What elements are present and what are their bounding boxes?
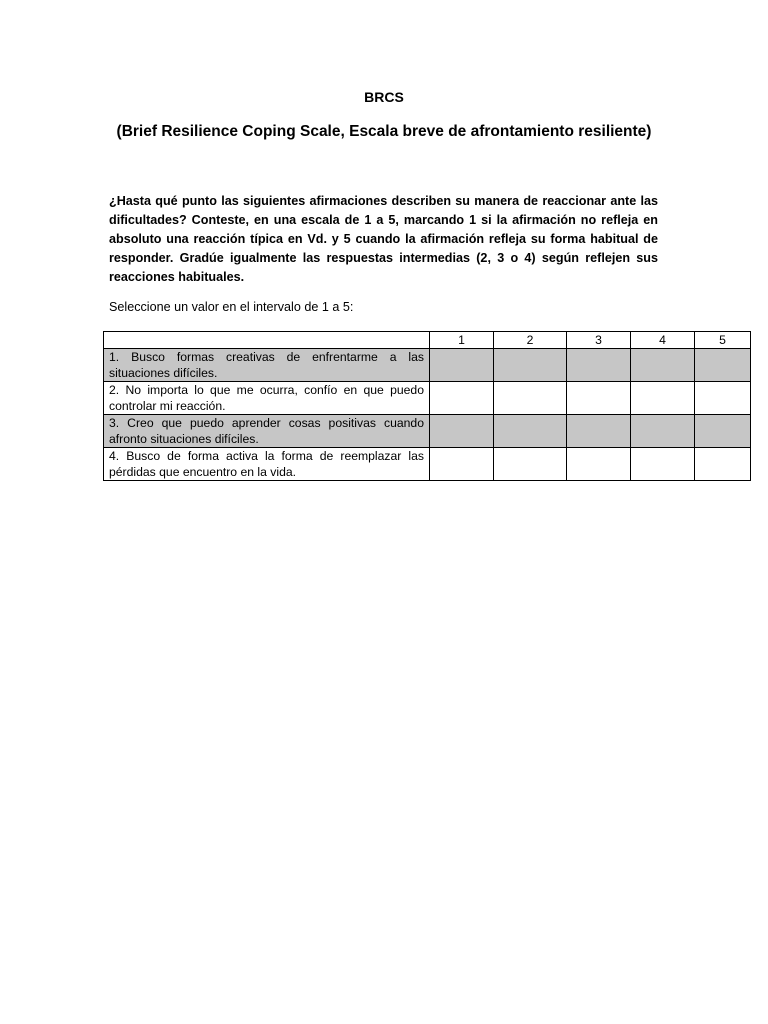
- rating-cell-4-4[interactable]: [631, 448, 695, 481]
- rating-cell-2-2[interactable]: [494, 382, 567, 415]
- rating-cell-3-2[interactable]: [494, 415, 567, 448]
- document-title: BRCS: [364, 89, 404, 105]
- header-scale-3: 3: [567, 332, 631, 349]
- header-scale-1: 1: [430, 332, 494, 349]
- document-subtitle: (Brief Resilience Coping Scale, Escala breve de afrontamiento resiliente): [116, 123, 652, 140]
- rating-cell-1-1[interactable]: [430, 349, 494, 382]
- header-scale-5: 5: [695, 332, 751, 349]
- rating-cell-2-3[interactable]: [567, 382, 631, 415]
- rating-table: [103, 331, 751, 481]
- header-scale-4: 4: [631, 332, 695, 349]
- rating-cell-2-1[interactable]: [430, 382, 494, 415]
- header-scale-2: 2: [494, 332, 567, 349]
- rating-cell-4-2[interactable]: [494, 448, 567, 481]
- rating-cell-3-4[interactable]: [631, 415, 695, 448]
- rating-cell-4-1[interactable]: [430, 448, 494, 481]
- rating-cell-4-3[interactable]: [567, 448, 631, 481]
- rating-cell-1-3[interactable]: [567, 349, 631, 382]
- intro-paragraph: ¿Hasta qué punto las siguientes afirmaciones describen su manera de reaccionar ante las dificultades? Conteste, en una escala de 1 a 5, marcando 1 si la afirmación no refleja en absoluto una reacción típica en Vd. y 5 cuando la afirmación refleja su forma habitual de responder. Gradúe igualmente las respuestas intermedias (2, 3 o 4) según reflejen sus reacciones habituales.: [109, 194, 658, 284]
- rating-cell-4-5[interactable]: [695, 448, 751, 481]
- rating-cell-2-4[interactable]: [631, 382, 695, 415]
- table-header-row: [104, 332, 751, 349]
- table-row: [104, 448, 751, 481]
- statement-4: 4. Busco de forma activa la forma de reemplazar las pérdidas que encuentro en la vida.: [104, 448, 430, 481]
- rating-cell-3-5[interactable]: [695, 415, 751, 448]
- rating-cell-1-2[interactable]: [494, 349, 567, 382]
- statement-2: 2. No importa lo que me ocurra, confío en que puedo controlar mi reacción.: [104, 382, 430, 415]
- table-row: [104, 382, 751, 415]
- rating-cell-3-1[interactable]: [430, 415, 494, 448]
- statement-1: 1. Busco formas creativas de enfrentarme a las situaciones difíciles.: [104, 349, 430, 382]
- table-row: [104, 349, 751, 382]
- instruction-text: Seleccione un valor en el intervalo de 1 a 5:: [109, 300, 354, 314]
- table-row: [104, 415, 751, 448]
- rating-cell-1-4[interactable]: [631, 349, 695, 382]
- statement-3: 3. Creo que puedo aprender cosas positivas cuando afronto situaciones difíciles.: [104, 415, 430, 448]
- header-blank-cell: [104, 332, 430, 349]
- rating-cell-2-5[interactable]: [695, 382, 751, 415]
- rating-cell-3-3[interactable]: [567, 415, 631, 448]
- rating-cell-1-5[interactable]: [695, 349, 751, 382]
